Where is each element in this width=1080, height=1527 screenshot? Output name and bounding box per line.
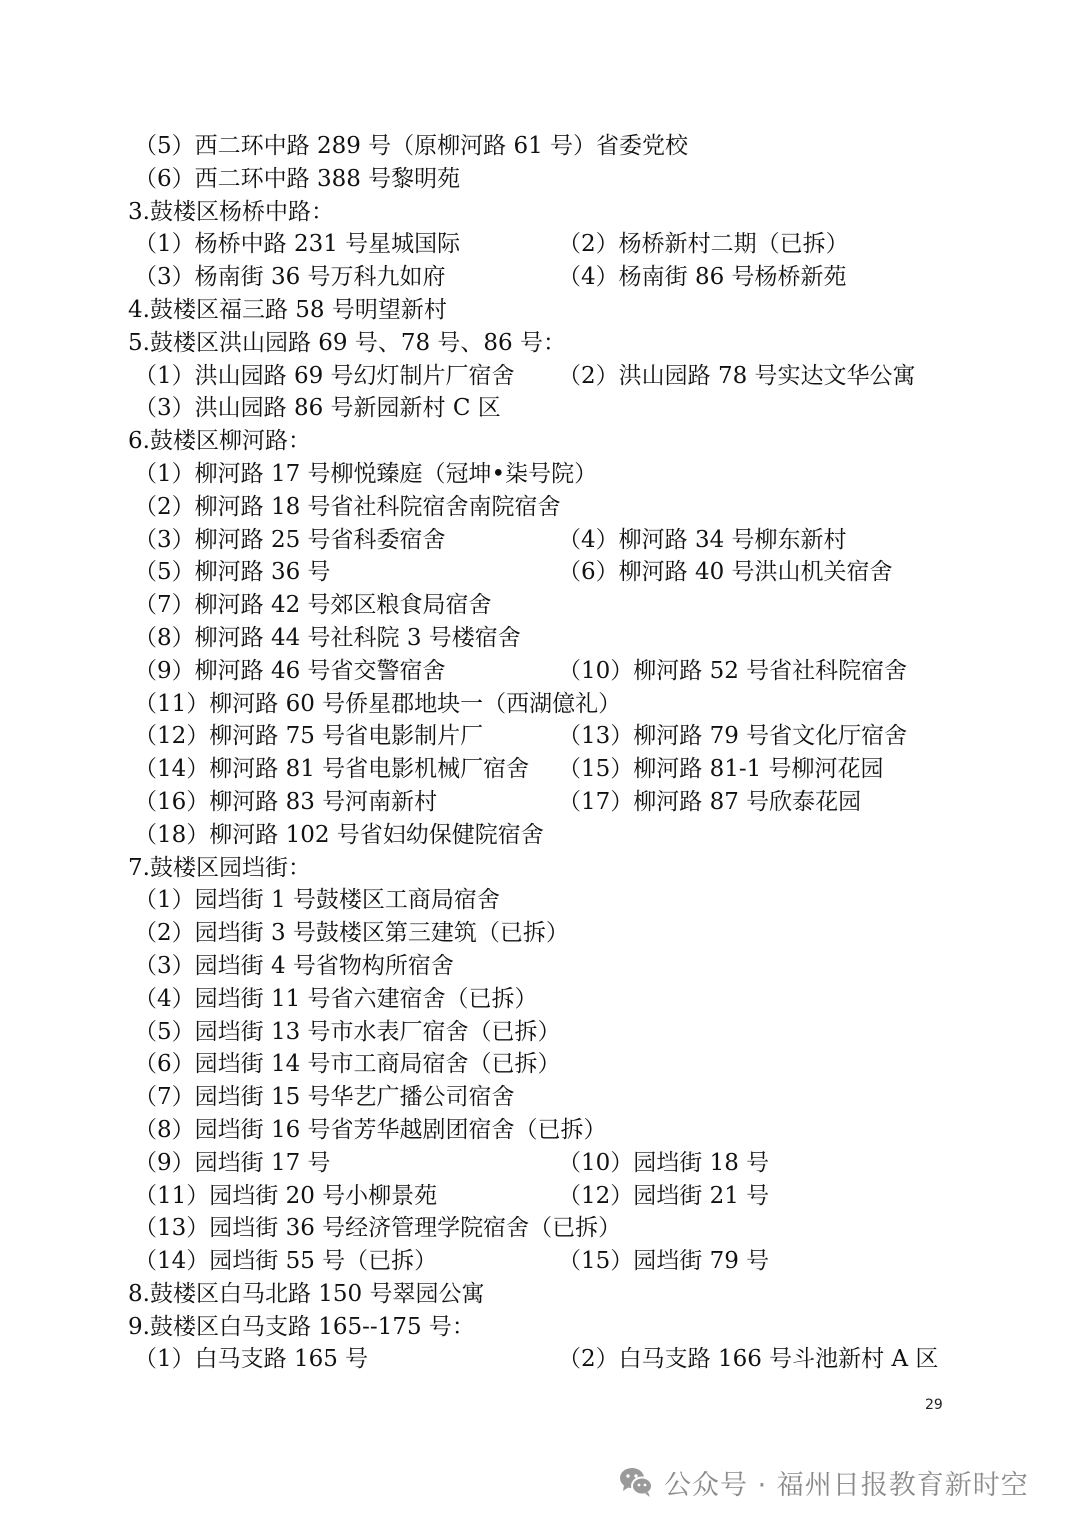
entry-text: （1）柳河路 17 号柳悦臻庭（冠坤•柒号院） bbox=[134, 460, 598, 487]
page-number: 29 bbox=[925, 1397, 943, 1413]
entry-text-col2: （15）柳河路 81-1 号柳河花园 bbox=[558, 756, 884, 783]
entry-text: 3.鼓楼区杨桥中路： bbox=[128, 198, 334, 225]
list-item bbox=[128, 163, 988, 196]
entry-text: （11）柳河路 60 号侨星郡地块一（西湖億礼） bbox=[134, 690, 622, 717]
list-item bbox=[128, 1180, 988, 1213]
entry-text-col2: （12）园垱街 21 号 bbox=[558, 1182, 770, 1209]
list-item bbox=[128, 950, 988, 983]
entry-text: （3）柳河路 25 号省科委宿舍 bbox=[134, 526, 446, 553]
entry-text-col2: （13）柳河路 79 号省文化厅宿舍 bbox=[558, 723, 908, 750]
entry-text: 8.鼓楼区白马北路 150 号翠园公寓 bbox=[128, 1280, 485, 1307]
wechat-icon bbox=[618, 1466, 654, 1498]
list-item bbox=[128, 491, 988, 524]
entry-text: （16）柳河路 83 号河南新村 bbox=[134, 788, 438, 815]
list-item bbox=[128, 884, 988, 917]
entry-text: （7）柳河路 42 号郊区粮食局宿舍 bbox=[134, 592, 492, 619]
list-item bbox=[128, 1081, 988, 1114]
section-heading bbox=[128, 1278, 988, 1311]
list-item bbox=[128, 228, 988, 261]
list-item bbox=[128, 1245, 988, 1278]
section-heading bbox=[128, 852, 988, 885]
list-item bbox=[128, 688, 988, 721]
entry-text-col2: （2）杨桥新村二期（已拆） bbox=[558, 231, 849, 258]
entry-text-col2: （4）杨南街 86 号杨桥新苑 bbox=[558, 264, 847, 291]
entry-text: （7）园垱街 15 号华艺广播公司宿舍 bbox=[134, 1084, 515, 1111]
list-item bbox=[128, 392, 988, 425]
section-heading bbox=[128, 1311, 988, 1344]
list-item bbox=[128, 1212, 988, 1245]
list-item bbox=[128, 1016, 988, 1049]
list-item bbox=[128, 917, 988, 950]
list-item bbox=[128, 1048, 988, 1081]
list-item bbox=[128, 1343, 988, 1376]
entry-text: （13）园垱街 36 号经济管理学院宿舍（已拆） bbox=[134, 1215, 622, 1242]
list-item bbox=[128, 819, 988, 852]
list-item bbox=[128, 786, 988, 819]
entry-text-col2: （15）园垱街 79 号 bbox=[558, 1248, 770, 1275]
entry-text: （12）柳河路 75 号省电影制片厂 bbox=[134, 723, 484, 750]
entry-text: （18）柳河路 102 号省妇幼保健院宿舍 bbox=[134, 821, 544, 848]
entry-text: （14）柳河路 81 号省电影机械厂宿舍 bbox=[134, 756, 530, 783]
watermark-text: 公众号 · 福州日报教育新时空 bbox=[664, 1469, 1029, 1501]
list-item bbox=[128, 655, 988, 688]
list-item bbox=[128, 983, 988, 1016]
document-body bbox=[128, 130, 988, 1376]
entry-text: （9）柳河路 46 号省交警宿舍 bbox=[134, 657, 446, 684]
entry-text: （5）西二环中路 289 号（原柳河路 61 号）省委党校 bbox=[134, 133, 689, 159]
entry-text: （8）柳河路 44 号社科院 3 号楼宿舍 bbox=[134, 624, 521, 651]
section-heading bbox=[128, 425, 988, 458]
entry-text: （9）园垱街 17 号 bbox=[134, 1149, 331, 1176]
list-item bbox=[128, 261, 988, 294]
list-item bbox=[128, 1114, 988, 1147]
entry-text: （1）白马支路 165 号 bbox=[134, 1346, 369, 1373]
list-item bbox=[128, 524, 988, 557]
list-item bbox=[128, 589, 988, 622]
entry-text: 4.鼓楼区福三路 58 号明望新村 bbox=[128, 296, 447, 323]
entry-text: （6）园垱街 14 号市工商局宿舍（已拆） bbox=[134, 1051, 561, 1078]
entry-text: （4）园垱街 11 号省六建宿舍（已拆） bbox=[134, 985, 538, 1012]
entry-text: 7.鼓楼区园垱街： bbox=[128, 854, 311, 881]
entry-text: （5）园垱街 13 号市水表厂宿舍（已拆） bbox=[134, 1018, 561, 1045]
list-item bbox=[128, 753, 988, 786]
entry-text: （6）西二环中路 388 号黎明苑 bbox=[134, 165, 461, 192]
entry-text: （1）洪山园路 69 号幻灯制片厂宿舍 bbox=[134, 362, 515, 389]
entry-text: （2）园垱街 3 号鼓楼区第三建筑（已拆） bbox=[134, 920, 569, 947]
entry-text: （3）洪山园路 86 号新园新村 C 区 bbox=[134, 395, 501, 422]
entry-text: 5.鼓楼区洪山园路 69 号、78 号、86 号： bbox=[128, 329, 566, 356]
list-item bbox=[128, 720, 988, 753]
entry-text-col2: （2）洪山园路 78 号实达文华公寓 bbox=[558, 362, 916, 389]
list-item bbox=[128, 458, 988, 491]
list-item bbox=[128, 360, 988, 393]
entry-text: 6.鼓楼区柳河路： bbox=[128, 428, 311, 455]
entry-text-col2: （10）园垱街 18 号 bbox=[558, 1149, 770, 1176]
list-item bbox=[128, 556, 988, 589]
section-heading bbox=[128, 327, 988, 360]
entry-text: 9.鼓楼区白马支路 165--175 号： bbox=[128, 1313, 475, 1340]
section-heading bbox=[128, 294, 988, 327]
entry-text-col2: （4）柳河路 34 号柳东新村 bbox=[558, 526, 847, 553]
list-item bbox=[128, 622, 988, 655]
entry-text: （1）杨桥中路 231 号星城国际 bbox=[134, 231, 461, 258]
entry-text-col2: （6）柳河路 40 号洪山机关宿舍 bbox=[558, 559, 893, 586]
entry-text: （8）园垱街 16 号省芳华越剧团宿舍（已拆） bbox=[134, 1116, 607, 1143]
entry-text-col2: （10）柳河路 52 号省社科院宿舍 bbox=[558, 657, 908, 684]
entry-text: （3）园垱街 4 号省物构所宿舍 bbox=[134, 952, 454, 979]
watermark bbox=[618, 1460, 1029, 1504]
entry-text: （3）杨南街 36 号万科九如府 bbox=[134, 264, 446, 291]
entry-text: （14）园垱街 55 号（已拆） bbox=[134, 1248, 438, 1275]
list-item bbox=[128, 1147, 988, 1180]
section-heading bbox=[128, 196, 988, 229]
entry-text: （11）园垱街 20 号小柳景苑 bbox=[134, 1182, 438, 1209]
entry-text-col2: （17）柳河路 87 号欣泰花园 bbox=[558, 788, 862, 815]
entry-text: （5）柳河路 36 号 bbox=[134, 559, 331, 586]
list-item bbox=[128, 130, 988, 163]
entry-text: （1）园垱街 1 号鼓楼区工商局宿舍 bbox=[134, 887, 500, 914]
entry-text: （2）柳河路 18 号省社科院宿舍南院宿舍 bbox=[134, 493, 561, 520]
entry-text-col2: （2）白马支路 166 号斗池新村 A 区 bbox=[558, 1346, 939, 1373]
